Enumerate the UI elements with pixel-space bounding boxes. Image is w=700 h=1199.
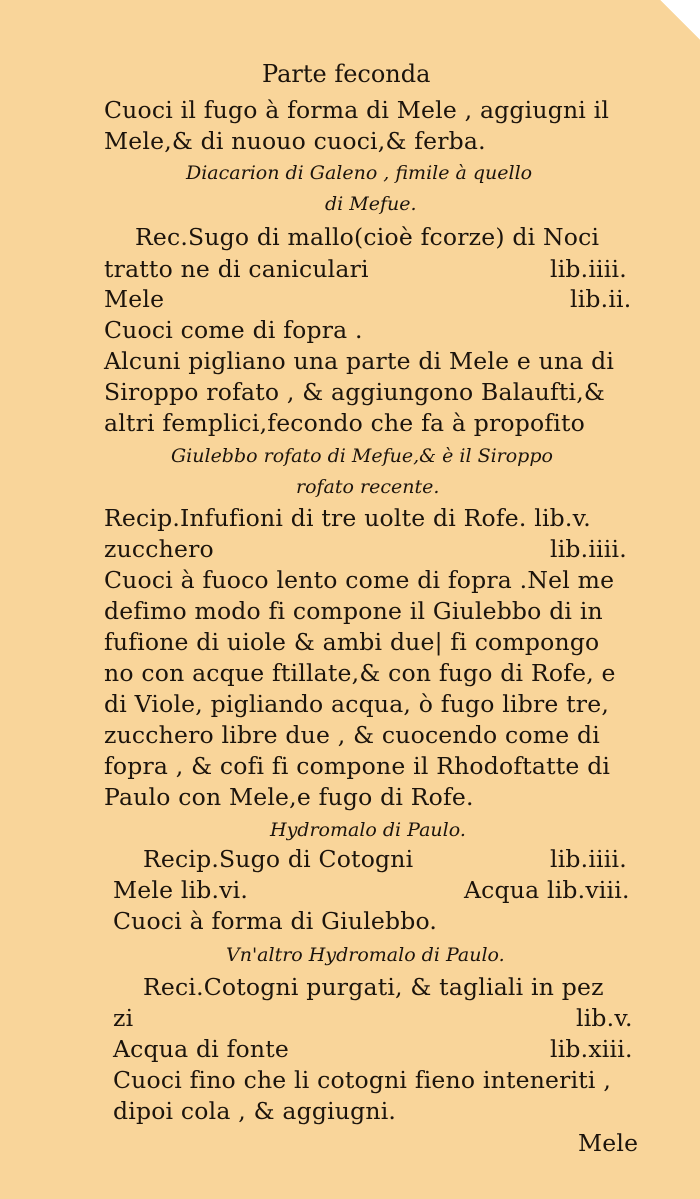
text-line-6: altri femplici,fecondo che fa à propofito xyxy=(104,409,585,437)
text-line-1: Cuoci il fugo à forma di Mele , aggiugni il xyxy=(104,96,610,124)
text-line-3: Cuoci come di fopra . xyxy=(104,316,363,344)
quantity-recipe-3: lib.iiii. xyxy=(550,845,627,873)
text-line-13: fopra , & cofi fi compone il Rhodoftatte di xyxy=(104,752,611,780)
text-line-4: Alcuni pigliano una parte di Mele e una di xyxy=(104,347,615,375)
page-corner-shadow xyxy=(640,0,700,60)
text-line-recipe-1: Rec.Sugo di mallo(cioè fcorze) di Noci xyxy=(135,223,600,251)
text-line-17: dipoi cola , & aggiugni. xyxy=(113,1097,397,1125)
quantity-acqua-2: lib.xiii. xyxy=(550,1035,633,1063)
running-head: Parte feconda xyxy=(262,60,431,88)
text-line-acqua-2: Acqua di fonte xyxy=(113,1035,289,1063)
section-heading-diacarion: Diacarion di Galeno , fimile à quello xyxy=(186,162,533,184)
text-line-7: Cuoci à fuoco lento come di fopra .Nel me xyxy=(104,566,615,594)
text-line-16: Cuoci fino che li cotogni fieno inteneriti , xyxy=(113,1066,611,1094)
text-line-15: Cuoci à forma di Giulebbo. xyxy=(113,907,438,935)
text-line-recipe-4b: zi xyxy=(113,1004,134,1032)
quantity-recipe-4: lib.v. xyxy=(576,1004,633,1032)
text-line-8: defimo modo fi compone il Giulebbo di in xyxy=(104,597,603,625)
section-heading-diacarion-cont: di Mefue. xyxy=(325,193,417,215)
text-line-acqua-1: Acqua lib.viii. xyxy=(464,876,630,904)
text-line-12: zucchero libre due , & cuocendo come di xyxy=(104,721,600,749)
text-line-recipe-2: Recip.Infufioni di tre uolte di Rofe. lib.v. xyxy=(104,504,591,532)
catchword: Mele xyxy=(578,1129,639,1157)
quantity-zucchero-1: lib.iiii. xyxy=(550,535,627,563)
text-line-10: no con acque ftillate,& con fugo di Rofe, e xyxy=(104,659,616,687)
text-line-mele-2: Mele lib.vi. xyxy=(113,876,249,904)
text-line-9: fufione di uiole & ambi due| fi compongo xyxy=(104,628,600,656)
text-line-11: di Viole, pigliando acqua, ò fugo libre tre, xyxy=(104,690,610,718)
quantity-mele-1: lib.ii. xyxy=(570,285,632,313)
section-heading-giulebbo: Giulebbo rofato di Mefue,& è il Siroppo xyxy=(171,445,553,467)
text-line-5: Siroppo rofato , & aggiungono Balaufti,& xyxy=(104,378,605,406)
text-line-recipe-1b: tratto ne di caniculari xyxy=(104,255,369,283)
section-heading-giulebbo-cont: rofato recente. xyxy=(296,476,440,498)
quantity-recipe-1: lib.iiii. xyxy=(550,255,627,283)
text-line-recipe-3: Recip.Sugo di Cotogni xyxy=(143,845,414,873)
text-line-zucchero-1: zucchero xyxy=(104,535,214,563)
section-heading-hydromalo-2: Vn'altro Hydromalo di Paulo. xyxy=(226,944,505,966)
text-line-14: Paulo con Mele,e fugo di Rofe. xyxy=(104,783,474,811)
text-line-recipe-4: Reci.Cotogni purgati, & tagliali in pez xyxy=(143,973,604,1001)
text-line-mele-1: Mele xyxy=(104,285,165,313)
section-heading-hydromalo: Hydromalo di Paulo. xyxy=(270,819,466,841)
text-line-2: Mele,& di nuouo cuoci,& ferba. xyxy=(104,127,486,155)
